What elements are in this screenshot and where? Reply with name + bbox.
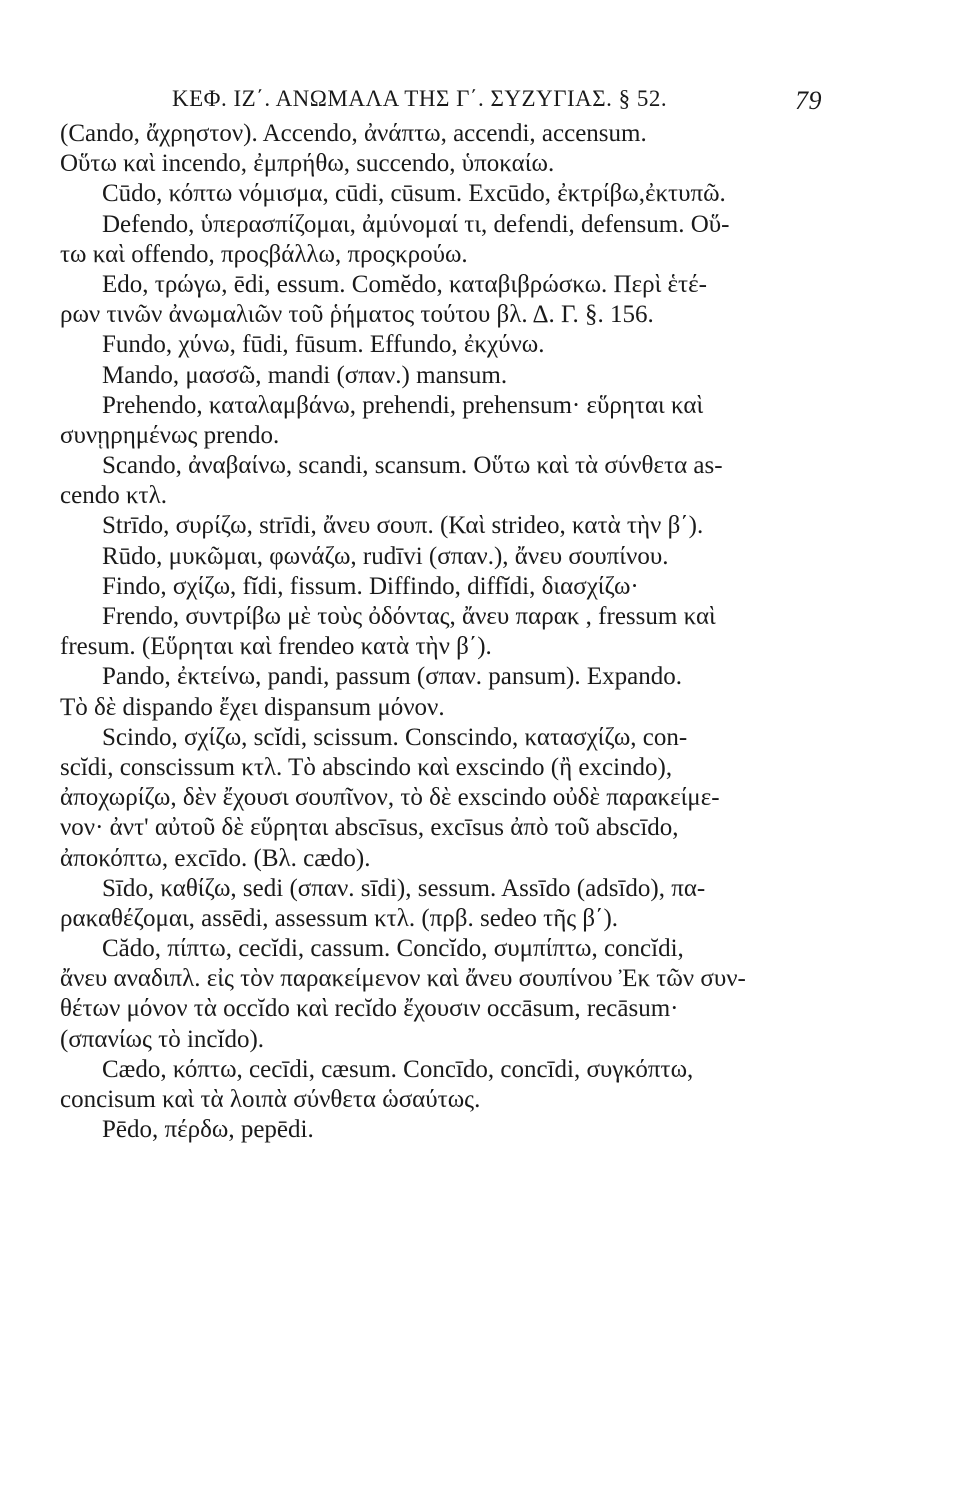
text-line: Cūdo, κόπτω νόμισμα, cūdi, cūsum. Excūdo, ἐκτρίβω,ἐκτυπῶ. <box>102 180 726 208</box>
text-line: Scando, ἀναβαίνω, scandi, scansum. Οὕτω καὶ τὰ σύνθετα as- <box>102 452 723 480</box>
text-line: Edo, τρώγω, ēdi, essum. Comĕdo, καταβιβρώσκω. Περὶ ἑτέ- <box>102 270 707 298</box>
text-line: Prehendo, καταλαμβάνω, prehendi, prehensum· εὕρηται καὶ <box>102 391 704 419</box>
text-line: ἄνευ αναδιπλ. εἰς τὸν παρακείμενον καὶ ἄνευ σουπίνου Ἐκ τῶν συν- <box>60 965 746 993</box>
text-line: Fundo, χύνω, fūdi, fūsum. Effundo, ἐκχύνω. <box>102 331 545 359</box>
text-line: Strīdo, συρίζω, strīdi, ἄνευ σουπ. (Καὶ strideo, κατὰ τὴν β΄). <box>102 512 704 540</box>
text-line: Pando, ἐκτείνω, pandi, passum (σπαν. pansum). Expando. <box>102 663 682 691</box>
text-line: scĭdi, conscissum κτλ. Τὸ abscindo καὶ exscindo (ἢ excindo), <box>60 753 673 781</box>
text-line: ρακαθέζομαι, assēdi, assessum κτλ. (πρβ. sedeo τῆς β΄). <box>60 904 619 932</box>
text-line: ἀποκόπτω, excīdo. (Βλ. cædo). <box>60 844 371 872</box>
text-line: Pēdo, πέρδω, pepēdi. <box>102 1116 314 1144</box>
text-line: (σπανίως τὸ incĭdo). <box>60 1025 265 1053</box>
text-line: συνῃρημένως prendo. <box>60 421 280 449</box>
text-line: Scindo, σχίζω, scĭdi, scissum. Conscindo, κατασχίζω, con- <box>102 723 688 751</box>
text-line: ἀποχωρίζω, δὲν ἔχουσι σουπῖνον, τὸ δὲ exscindo οὐδὲ παρακείμε- <box>60 784 720 812</box>
running-title: ΚΕΦ. ΙΖ΄. ΑΝΩΜΑΛΑ ΤΗΣ Γ΄. ΣΥΖΥΓΙΑΣ. § 52. <box>172 86 668 111</box>
page-number: 79 <box>795 86 822 115</box>
text-line: Οὕτω καὶ incendo, ἐμπρήθω, succendo, ὑποκαίω. <box>60 150 555 178</box>
text-line: Rūdo, μυκῶμαι, φωνάζω, rudīvi (σπαν.), ἄνευ σουπίνου. <box>102 542 669 570</box>
text-line: (Cando, ἄχρηστον). Accendo, ἀνάπτω, accendi, accensum. <box>60 120 647 147</box>
text-line: Τὸ δὲ dispando ἔχει dispansum μόνον. <box>60 693 445 721</box>
text-line: concisum καὶ τὰ λοιπὰ σύνθετα ὡσαύτως. <box>60 1086 481 1113</box>
text-line: Cædo, κόπτω, cecīdi, cæsum. Concīdo, concīdi, συγκόπτω, <box>102 1055 694 1083</box>
text-line: Sīdo, καθίζω, sedi (σπαν. sīdi), sessum. Assīdo (adsīdo), πα- <box>102 874 706 902</box>
text-line: Mando, μασσῶ, mandi (σπαν.) mansum. <box>102 361 508 389</box>
text-line: fresum. (Εὕρηται καὶ frendeo κατὰ τὴν β΄). <box>60 633 492 661</box>
text-line: νον· ἀντ' αὐτοῦ δὲ εὕρηται abscīsus, excīsus ἀπὸ τοῦ abscīdo, <box>60 814 679 842</box>
text-line: cendo κτλ. <box>60 482 167 510</box>
text-line: θέτων μόνον τὰ occĭdo καὶ recĭdo ἔχουσιν occāsum, recāsum· <box>60 995 679 1023</box>
body-text <box>60 119 828 1145</box>
text-line: τω καὶ offendo, προςβάλλω, προςκρούω. <box>60 240 468 268</box>
text-line: Defendo, ὑπερασπίζομαι, ἀμύνομαί τι, defendi, defensum. Οὕ- <box>102 210 730 238</box>
text-line: Frendo, συντρίβω μὲ τοὺς ὀδόντας, ἄνευ παρακ , fressum καὶ <box>102 603 716 630</box>
text-line: Cădo, πίπτω, cecĭdi, cassum. Concĭdo, συμπίπτω, concĭdi, <box>102 935 684 963</box>
running-header <box>172 86 822 120</box>
text-line: ρων τινῶν ἀνωμαλιῶν τοῦ ῥήματος τούτου βλ. Δ. Γ. §. 156. <box>60 301 654 329</box>
text-line: Findo, σχίζω, fĭdi, fissum. Diffindo, diffĭdi, διασχίζω· <box>102 572 639 600</box>
